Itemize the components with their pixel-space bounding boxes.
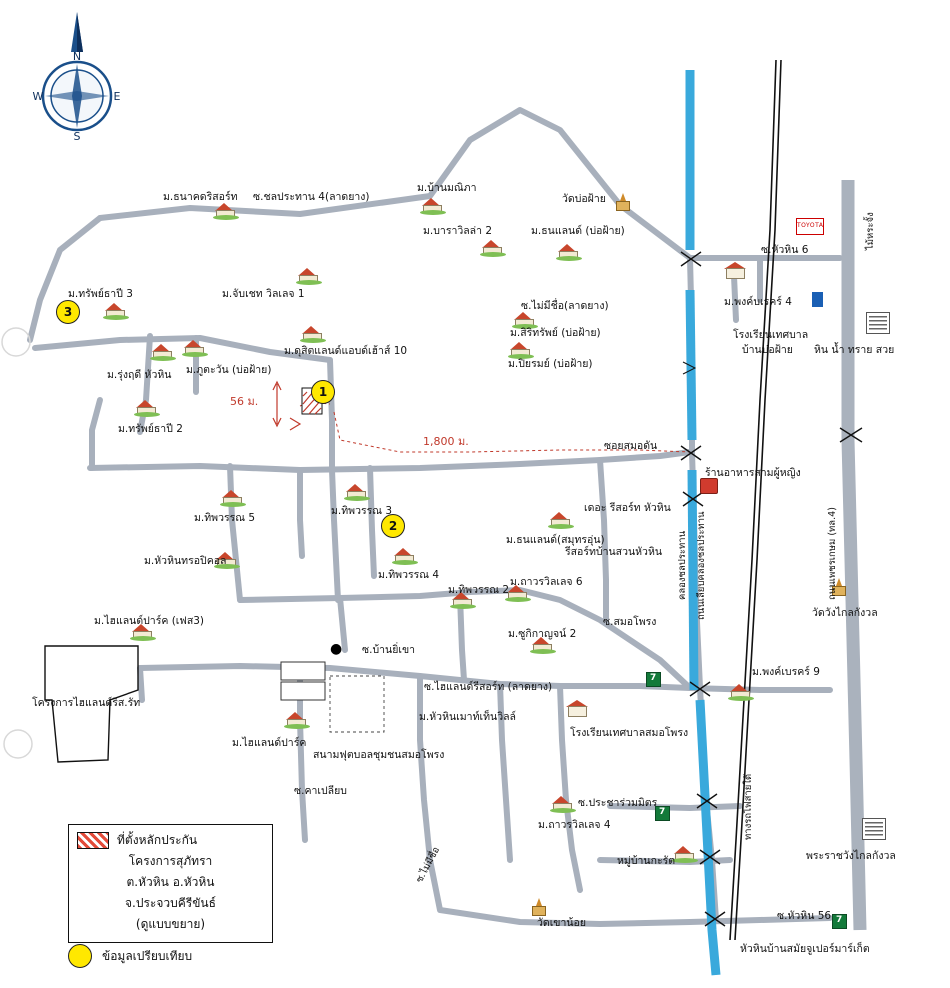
village-icon: [134, 400, 160, 417]
temple-icon: [614, 193, 630, 211]
svg-text:E: E: [113, 90, 121, 103]
village-icon: [300, 326, 326, 343]
restaurant-icon: [700, 478, 718, 494]
palace-icon: [862, 818, 886, 840]
village-icon: [672, 846, 698, 863]
map-label-rotated: ซ.ไม่มีชื่อ: [414, 845, 443, 885]
map-label: ม.ทิพวรรณ 2: [448, 584, 510, 596]
distance-label-1800m: 1,800 ม.: [423, 435, 469, 448]
map-label: ม.บาราวิลล่า 2: [423, 225, 493, 237]
village-icon: [182, 340, 208, 357]
map-label: ม.ดุสิตแลนด์แอบด์เฮ้าส์ 10: [284, 345, 408, 357]
village-icon: [480, 240, 506, 257]
map-label: ม.รุ่งฤดี หัวหิน: [107, 369, 172, 381]
map-label: ม.จับเชท วิลเลจ 1: [222, 288, 305, 300]
map-label-rotated: ถนนเลียบคลองชลประทาน: [696, 511, 707, 620]
map-label: ม.ทรัพย์ธาปี 3: [68, 288, 133, 300]
map-label: หัวหินบ้านสมัยจูเปอร์มาร์เก็ต: [740, 943, 870, 955]
map-label: ซ.สมอโพรง: [603, 616, 657, 628]
map-label: ม.ถาวรวิลเลจ 6: [510, 576, 583, 588]
legend-swatch-subject-property: [77, 832, 109, 849]
map-label: รีสอร์ทบ้านสวนหัวหิน: [565, 546, 663, 558]
map-label: โรงเรียนเทศบาลสมอโพรง: [570, 727, 689, 739]
map-label: วัดเขาน้อย: [537, 917, 587, 929]
village-icon: [213, 203, 239, 220]
point-marker-icon: ●: [330, 641, 343, 657]
map-label: ม.ไฮแลนด์ปาร์ค (เฟส3): [94, 615, 205, 627]
village-icon: [220, 490, 246, 507]
map-label: ม.สิริทรัพย์ (บ่อฝ้าย): [510, 327, 601, 339]
compare-marker-3[interactable]: 3: [56, 300, 80, 324]
legend-compare-dot: [68, 944, 92, 968]
legend-box: [68, 824, 273, 943]
legend-compare-row: [68, 944, 273, 968]
svg-text:S: S: [73, 130, 81, 143]
map-label: ม.ทิพวรรณ 5: [194, 512, 256, 524]
map-label: ซ.คาเปลียบ: [294, 785, 347, 797]
map-label: พระราชวังไกลกังวล: [806, 850, 896, 862]
map-label: โรงเรียนเทศบาล: [733, 329, 809, 341]
village-icon: [103, 303, 129, 320]
map-label: ม.ธนแลนด์(สมุทรอุ่น): [506, 534, 605, 546]
distance-label-56m: 56 ม.: [230, 395, 259, 408]
map-label: ม.ไฮแลนด์ปาร์ค: [232, 737, 307, 749]
map-label: ซ.หัวหิน 56: [777, 910, 832, 922]
map-label: วัดวังไกลกังวล: [812, 607, 878, 619]
map-label: ซอยสมอดัน: [604, 440, 658, 452]
map-label: ซ.ไม่มีชื่อ(ลาดยาง): [521, 300, 609, 312]
map-label: โครงการไฮแลนด์ริส.รัท: [32, 697, 141, 709]
map-label-rotated: ทางรถไฟสายใต้: [743, 773, 754, 840]
map-label: ซ.ไฮแลนด์รีสอร์ท (ลาดยาง): [424, 681, 553, 693]
map-label: หมู่บ้านกะรัต: [617, 855, 676, 867]
map-label: ม.หัวหินทรอปิคอล: [144, 555, 227, 567]
svg-text:N: N: [72, 50, 82, 63]
legend-line-4: จ.ประจวบคีรีขันธ์: [125, 896, 216, 910]
map-label-rotated: ไม้หระจั้ง: [865, 212, 876, 250]
village-icon: [344, 484, 370, 501]
map-label: ม.ทรัพย์ธาปี 2: [118, 423, 183, 435]
map-label: วัดบ่อฝ้าย: [562, 193, 606, 205]
map-label: ม.ทิพวรรณ 3: [331, 505, 393, 517]
compass-rose: [22, 8, 132, 153]
map-label: ซ.ชลประทาน 4(ลาดยาง): [253, 191, 370, 203]
village-icon: [284, 712, 310, 729]
map-label: ม.ภูตะวัน (บ่อฝ้าย): [186, 364, 272, 376]
map-label: สนามฟุตบอลชุมชนสมอโพรง: [313, 749, 445, 761]
map-label: ร้านอาหารสามผู้หญิง: [705, 467, 801, 479]
map-label: ม.ถาวรวิลเลจ 4: [538, 819, 611, 831]
map-label: ซ.ประชาร่วมมิตร: [578, 797, 658, 809]
village-icon: [548, 512, 574, 529]
gas-station-icon: [812, 292, 823, 307]
map-label: ม.ปิยรมย์ (บ่อฝ้าย): [508, 358, 593, 370]
village-icon: [296, 268, 322, 285]
convenience-store-icon: [646, 672, 661, 687]
temple-icon: [530, 898, 546, 916]
map-label: บ้านบ่อฝ้าย: [742, 344, 793, 356]
map-label: ม.ทิพวรรณ 4: [378, 569, 440, 581]
map-label: ซ.บ้านยิ่เขา: [362, 644, 416, 656]
map-label-rotated: คลองชลประทาน: [677, 530, 688, 600]
svg-text:W: W: [32, 90, 44, 103]
village-icon: [420, 198, 446, 215]
village-icon: [556, 244, 582, 261]
legend-line-3: ต.หัวหิน อ.หัวหิน: [126, 875, 215, 889]
school-icon: [724, 262, 746, 278]
map-label: ม.พงค์เบรคร์ 9: [752, 666, 820, 678]
map-label-rotated: ถนนเพชรเกษม (ทล.4): [827, 507, 838, 600]
map-label: ม.ธนแลนด์ (บ่อฝ้าย): [531, 225, 625, 237]
legend-compare-label: ข้อมูลเปรียบเทียบ: [102, 948, 193, 963]
building-icon: [866, 312, 890, 334]
map-label: ม.ธนาคดริสอร์ท: [163, 191, 238, 203]
map-label: ซ.หัวหิน 6: [761, 244, 809, 256]
map-label: ม.บ้านมณิภา: [417, 182, 477, 194]
legend-line-5: (ดูแบบขยาย): [135, 917, 206, 931]
village-icon: [550, 796, 576, 813]
village-icon: [728, 684, 754, 701]
village-icon: [508, 342, 534, 359]
village-icon: [392, 548, 418, 565]
map-label: ม.พงค์บเรคร์ 4: [724, 296, 792, 308]
compare-marker-1[interactable]: 1: [311, 380, 335, 404]
school-icon: [566, 700, 588, 716]
map-label: ม.ซูกิกาญจน์ 2: [508, 628, 577, 640]
legend-line-2: โครงการสุภัทรา: [128, 854, 213, 868]
toyota-dealer-icon: TOYOTA: [796, 218, 824, 235]
legend-line-1: ที่ตั้งหลักประกัน: [117, 833, 198, 847]
map-label: หิน น้ำ ทราย สวย: [814, 344, 895, 356]
village-icon: [150, 344, 176, 361]
compare-marker-2[interactable]: 2: [381, 514, 405, 538]
convenience-store-icon: [832, 914, 847, 929]
map-label: ม.หัวหินเมาท์เท็นวิลล์: [419, 711, 516, 723]
map-label: เดอะ รีสอร์ท หัวหิน: [584, 502, 671, 514]
